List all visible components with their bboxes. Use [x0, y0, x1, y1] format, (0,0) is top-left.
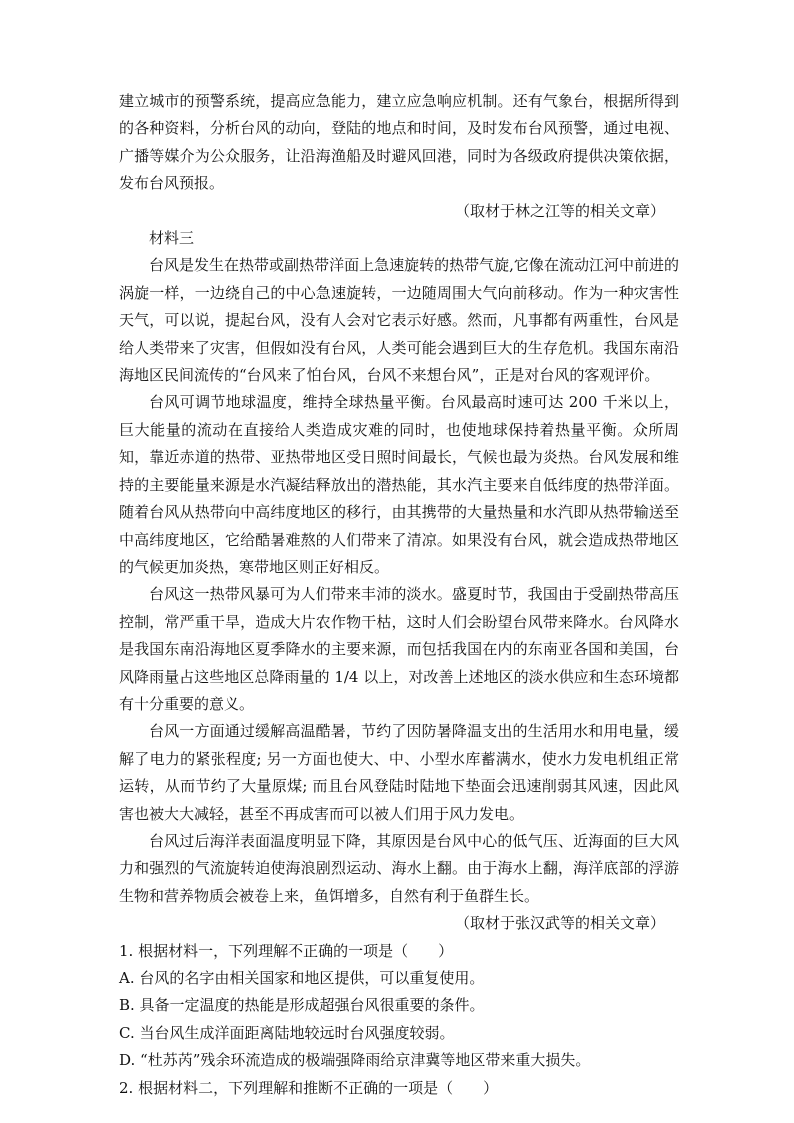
question-1-option-d: D. “杜苏芮”残余环流造成的极端强降雨给京津冀等地区带来重大损失。 [119, 1051, 591, 1070]
document-page [119, 88, 679, 1102]
paragraph-material-three-3: 台风这一热带风暴可为人们带来丰沛的淡水。盛夏时节，我国由于受副热带高压控制，常严重干旱，造成大片农作物干枯，这时人们会盼望台风带来降水。台风降水是我国东南沿海地区夏季降水的主要来源，而包括我国在内的东南亚各国和美国，台风降雨量占这些地区总降雨量的 1/4 以上，对改善上述地区的淡水供应和生态环境都有十分重要的意义。 [119, 585, 679, 713]
citation-material-three: （取材于张汉武等的相关文章） [454, 914, 665, 933]
paragraph-continued: 建立城市的预警系统，提高应急能力，建立应急响应机制。还有气象台，根据所得到的各种资料，分析台风的动向，登陆的地点和时间，及时发布台风预警，通过电视、广播等媒介为公众服务，让沿海渔船及时避风回港，同时为各级政府提供决策依据，发布台风预报。 [119, 92, 679, 193]
paragraph-material-three-5: 台风过后海洋表面温度明显下降，其原因是台风中心的低气压、近海面的巨大风力和强烈的气流旋转迫使海浪剧烈运动、海水上翻。由于海水上翻，海洋底部的浮游生物和营养物质会被卷上来，鱼饵增多，自然有利于鱼群生长。 [119, 831, 679, 905]
question-1: 1. 根据材料一，下列理解不正确的一项是（ ） [119, 941, 454, 960]
question-1-option-c: C. 当台风生成洋面距离陆地较远时台风强度较弱。 [119, 1023, 455, 1042]
paragraph-material-three-4: 台风一方面通过缓解高温酷暑，节约了因防暑降温支出的生活用水和用电量，缓解了电力的紧张程度; 另一方面也使大、中、小型水库蓄满水，使水力发电机组正常运转，从而节约了大量原煤; 而且台风登陆时陆地下垫面会迅速削弱其风速，因此风害也被大大减轻，甚至不再成害而可以被人们用于风力发电。 [119, 722, 679, 823]
citation-material-two: （取材于林之江等的相关文章） [454, 201, 665, 220]
heading-material-three: 材料三 [149, 229, 195, 248]
question-2: 2. 根据材料二，下列理解和推断不正确的一项是（ ） [119, 1078, 499, 1097]
question-1-option-b: B. 具备一定温度的热能是形成超强台风很重要的条件。 [119, 996, 485, 1015]
question-1-option-a: A. 台风的名字由相关国家和地区提供，可以重复使用。 [119, 969, 485, 987]
paragraph-material-three-1: 台风是发生在热带或副热带洋面上急速旋转的热带气旋,它像在流动江河中前进的涡旋一样，一边绕自己的中心急速旋转，一边随周围大气向前移动。作为一种灾害性天气，可以说，提起台风，没有人会对它表示好感。然而，凡事都有两重性，台风是给人类带来了灾害，但假如没有台风，人类可能会遇到巨大的生存危机。我国东南沿海地区民间流传的“台风来了怕台风，台风不来想台风”，正是对台风的客观评价。 [119, 256, 679, 385]
paragraph-material-three-2: 台风可调节地球温度，维持全球热量平衡。台风最高时速可达 200 千米以上，巨大能量的流动在直接给人类造成灾难的同时，也使地球保持着热量平衡。众所周知，靠近赤道的热带、亚热带地区受日照时间最长，气候也最为炎热。台风发展和维持的主要能量来源是水汽凝结释放出的潜热能，其水汽主要来自低纬度的热带洋面。随着台风从热带向中高纬度地区的移行，由其携带的大量热量和水汽即从热带输送至中高纬度地区，它给酷暑难熬的人们带来了清凉。如果没有台风，就会造成热带地区的气候更加炎热，寒带地区则正好相反。 [119, 393, 679, 576]
